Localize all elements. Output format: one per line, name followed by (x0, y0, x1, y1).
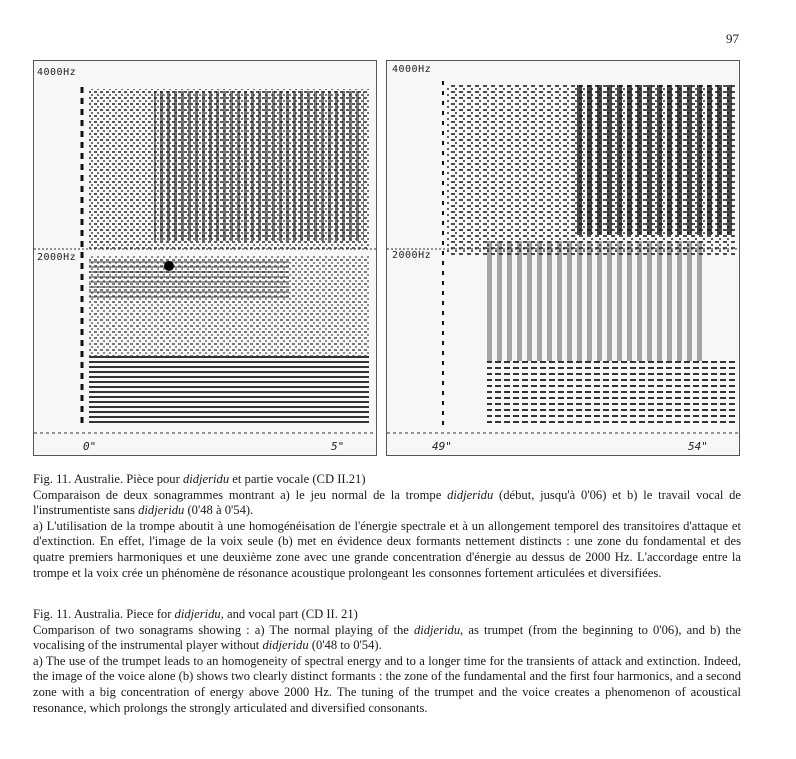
caption-french (33, 472, 741, 581)
time-label-start: 49" (432, 440, 452, 453)
caption-en-title: Fig. 11. Australia. Piece for didjeridu, and vocal part (CD II. 21) (33, 607, 358, 621)
page-number: 97 (726, 31, 739, 46)
freq-label-top: 4000Hz (392, 64, 432, 75)
time-label-end: 5" (331, 440, 345, 453)
sonogram-b (386, 60, 740, 456)
freq-label-mid: 2000Hz (37, 252, 77, 263)
freq-label-mid: 2000Hz (392, 250, 432, 261)
caption-en-para2: a) The use of the trumpet leads to an homogeneity of spectral energy and to a longer time for the transients of attack and extinction. Indeed, the image of the voice alone (b) shows two clearly distinct formants : the zone of the fundamental and the first four harmonics, and a second zone with a big concentration of energy above 2000 Hz. The tuning of the trumpet and the voice creates a phenomenon of acoustical resonance, which prolongs the strongly articulated and diversified consonants. (33, 653, 741, 715)
caption-en-para1: Comparison of two sonagrams showing : a) The normal playing of the didjeridu, as trumpet (from the beginning to 0'06), and b) the vocalising of the instrumental player without didjeridu (0'48 to 0'54). (33, 622, 741, 653)
freq-label-top: 4000Hz (37, 67, 77, 78)
caption-english (33, 607, 741, 716)
sonogram-a (33, 60, 377, 456)
sonogram-a-image (34, 61, 376, 455)
caption-fr-para1: Comparaison de deux sonagrammes montrant a) le jeu normal de la trompe didjeridu (début, jusqu'à 0'06) et b) le travail vocal de l'instrumentiste sans didjeridu (0'48 à 0'54). (33, 487, 741, 518)
caption-fr-title: Fig. 11. Australie. Pièce pour didjeridu et partie vocale (CD II.21) (33, 472, 366, 486)
sonogram-b-image (387, 61, 739, 455)
caption-fr-para2: a) L'utilisation de la trompe aboutit à une homogénéisation de l'énergie spectrale et à un allongement temporel des transitoires d'attaque et d'extinction. En effet, l'image de la voix seule (b) met en évidence deux formants nettement distincts : une zone du fondamental et des quatre premiers harmoniques et une deuxième zone avec une grande concentration d'énergie au dessus de 2000 Hz. L'accordage entre la trompe et la voix crée un phénomène de résonance acoustique prolongeant les consonnes fortement articulées et diversifiées. (33, 518, 741, 580)
time-label-start: 0" (83, 440, 97, 453)
time-label-end: 54" (688, 440, 708, 453)
